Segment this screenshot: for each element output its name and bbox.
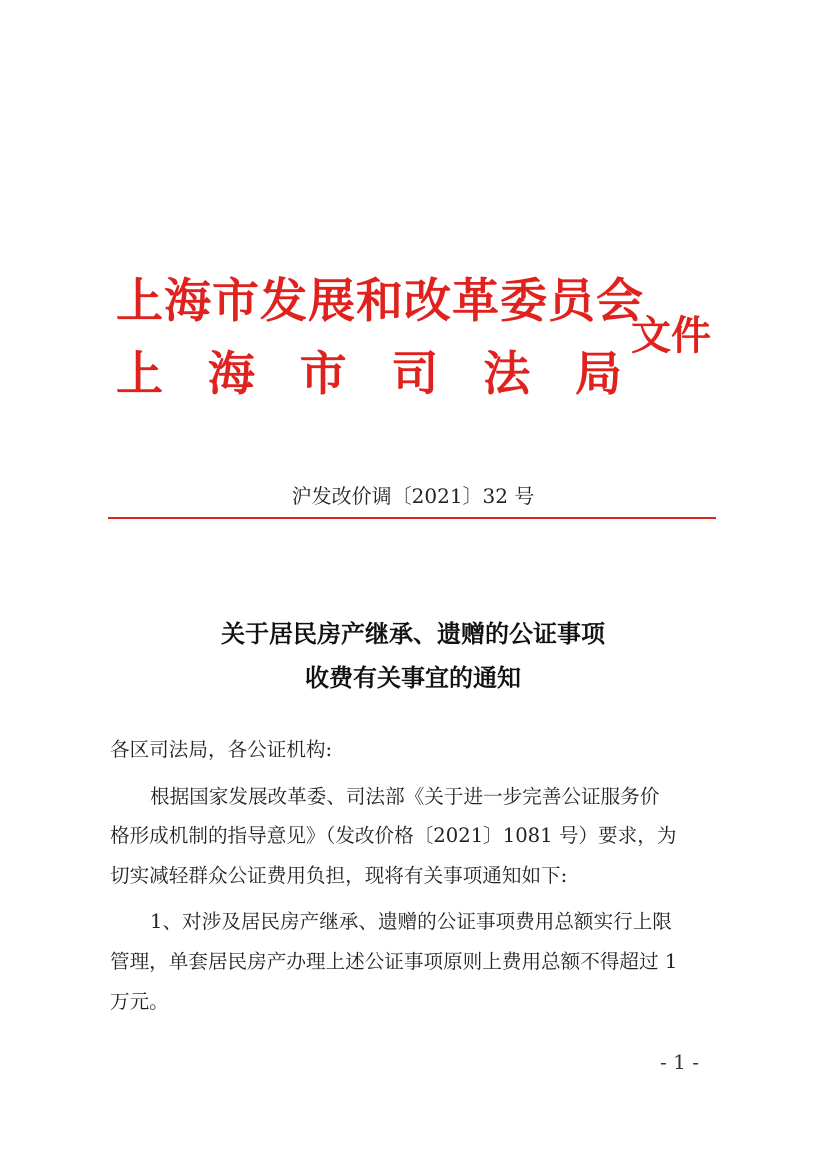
paragraph-1-line: 切实减轻群众公证费用负担，现将有关事项通知如下: <box>110 864 568 887</box>
document-marker: 文件 <box>631 312 711 359</box>
issuer-line-2-char: 司 <box>391 347 439 402</box>
issuer-line-1: 上海市发展和改革委员会 <box>116 274 644 329</box>
salutation: 各区司法局，各公证机构: <box>110 738 333 761</box>
notice-title-line-2: 收费有关事宜的通知 <box>305 663 521 692</box>
notice-title-line-1: 关于居民房产继承、遗赠的公证事项 <box>221 619 605 648</box>
issuer-line-2-char: 局 <box>574 347 622 402</box>
paragraph-2-line: 管理，单套居民房产办理上述公证事项原则上费用总额不得超过 1 <box>110 950 678 973</box>
page-number: - 1 - <box>660 1050 699 1074</box>
paragraph-2-line: 1、对涉及居民房产继承、遗赠的公证事项费用总额实行上限 <box>150 910 672 933</box>
issuer-line-2-char: 法 <box>483 347 531 402</box>
issuer-line-2-char: 市 <box>299 347 347 402</box>
paragraph-2-line: 万元。 <box>110 990 169 1013</box>
issuer-line-2-char: 海 <box>207 347 255 402</box>
paragraph-1-line: 根据国家发展改革委、司法部《关于进一步完善公证服务价 <box>150 785 660 808</box>
red-separator-line <box>108 517 716 519</box>
paragraph-1-line: 格形成机制的指导意见》（发改价格〔2021〕1081 号）要求，为 <box>110 824 677 847</box>
issuer-line-2 <box>116 347 622 402</box>
document-number: 沪发改价调〔2021〕32 号 <box>291 484 535 508</box>
issuer-line-2-char: 上 <box>116 347 163 402</box>
